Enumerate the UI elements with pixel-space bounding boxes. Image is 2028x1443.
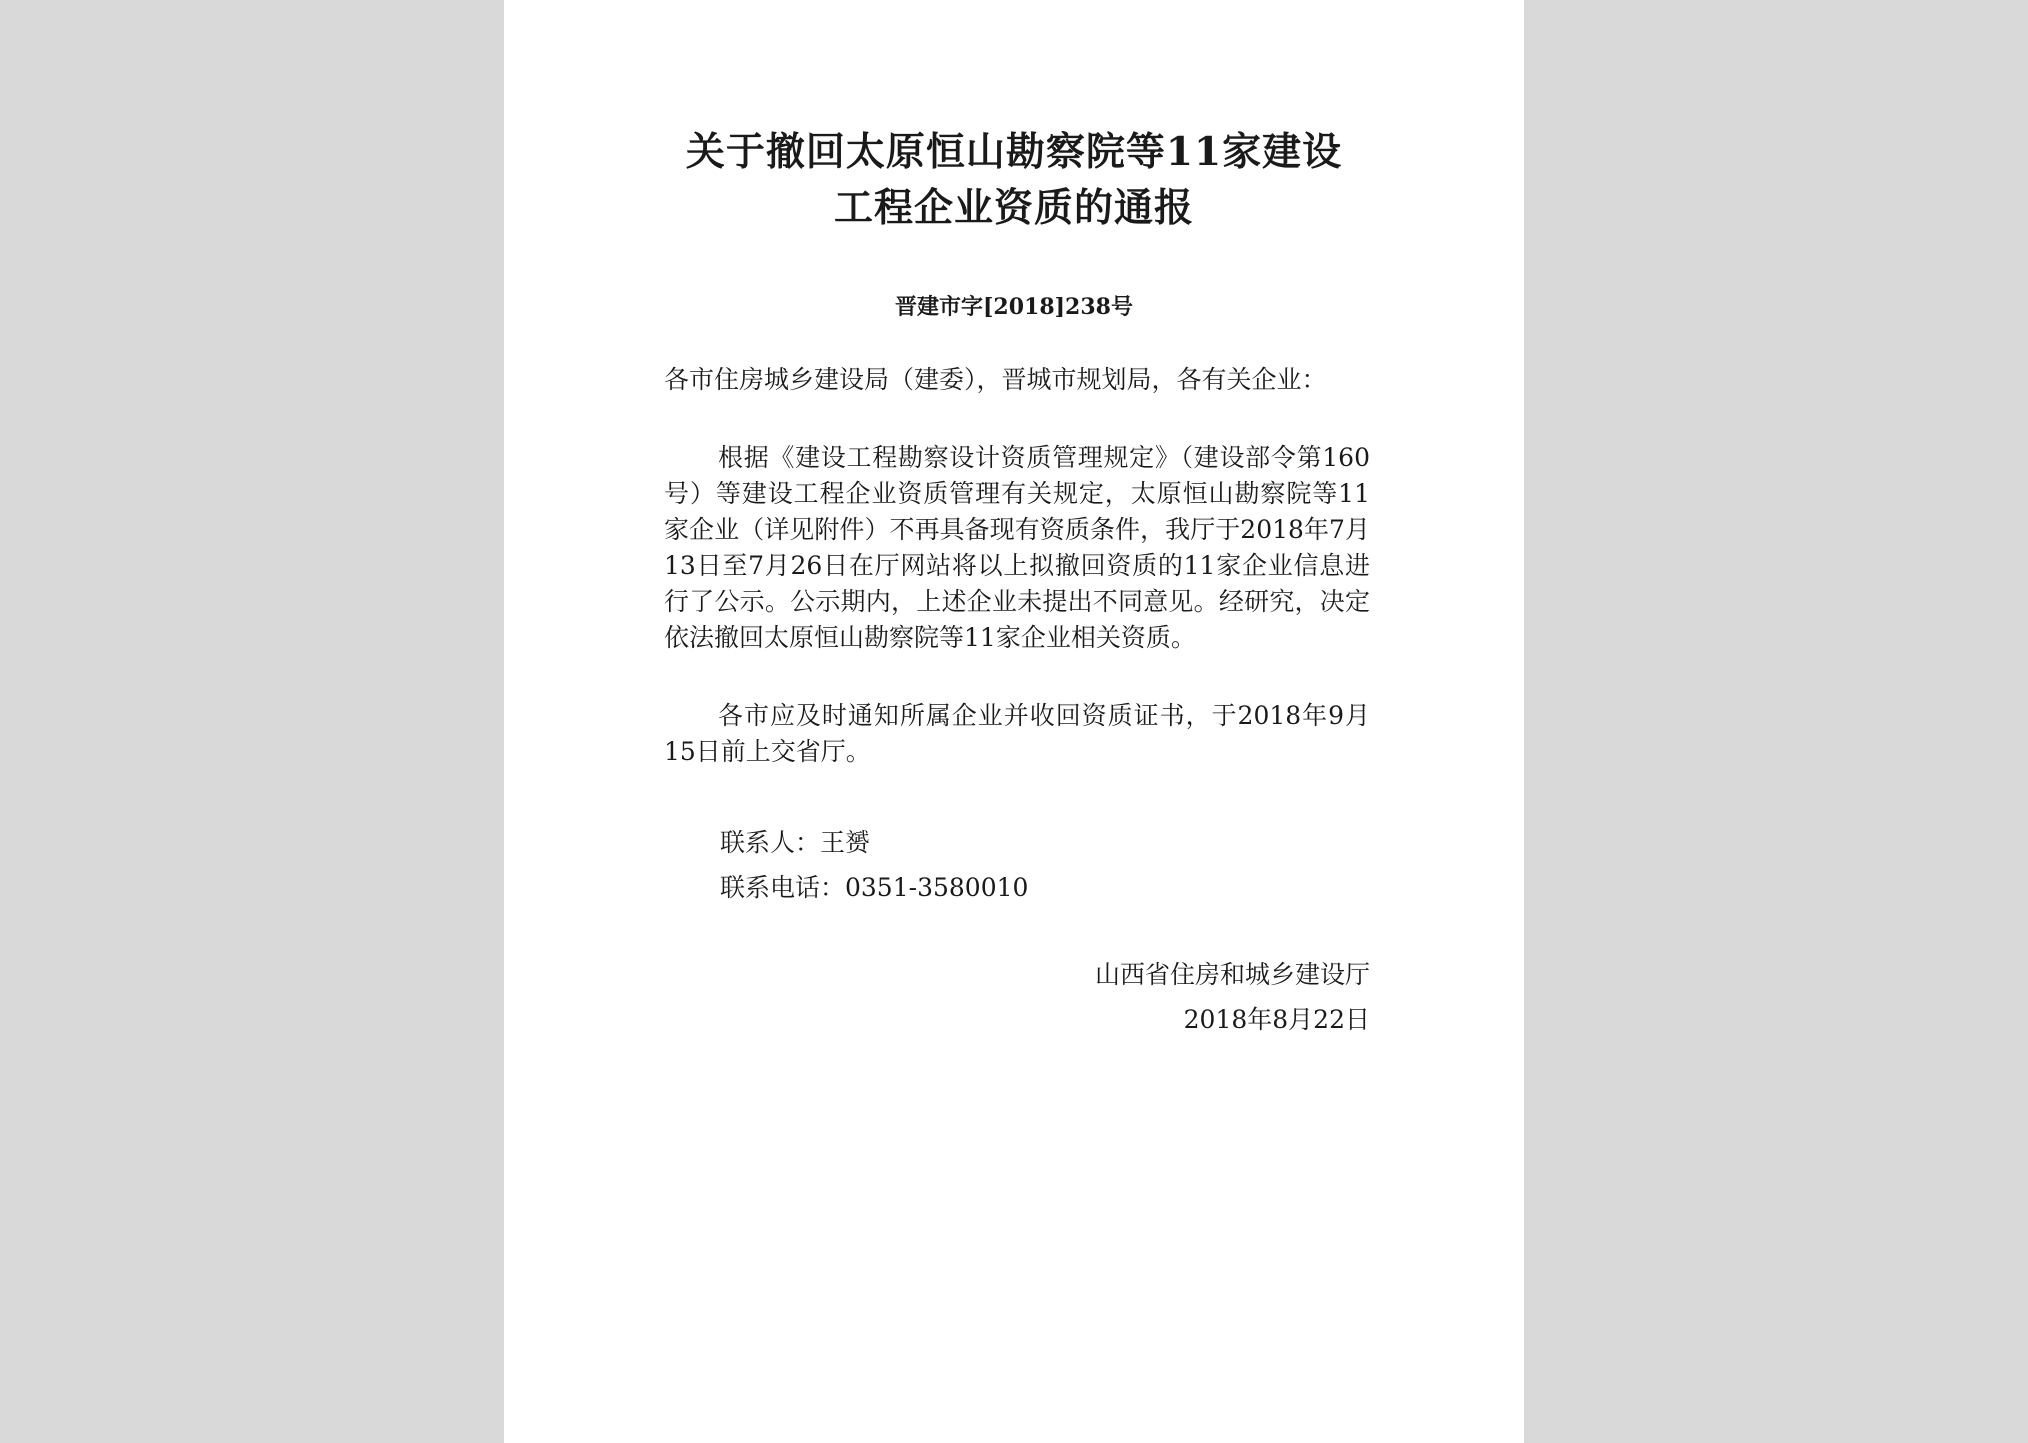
contact-person: 联系人：王赟 [720,828,871,857]
body-paragraph-2: 各市应及时通知所属企业并收回资质证书，于2018年9月15日前上交省厅。 [664,701,1370,766]
body-paragraph-1: 根据《建设工程勘察设计资质管理规定》（建设部令第160号）等建设工程企业资质管理有关规定，太原恒山勘察院等11家企业（详见附件）不再具备现有资质条件，我厅于2018年7月13日至7月26日在厅网站将以上拟撤回资质的11家企业信息进行了公示。公示期内，上述企业未提出不同意见。经研究，决定依法撤回太原恒山勘察院等11家企业相关资质。 [664,443,1370,652]
issuing-organization: 山西省住房和城乡建设厅 [1094,960,1370,989]
contact-phone: 联系电话：0351-3580010 [720,873,1029,902]
salutation: 各市住房城乡建设局（建委），晋城市规划局，各有关企业： [664,365,1327,394]
document-number: 晋建市字[2018]238号 [895,294,1133,320]
title-line-1: 关于撤回太原恒山勘察院等11家建设 [685,129,1343,175]
document-title [504,124,1524,236]
title-line-2: 工程企业资质的通报 [833,185,1194,231]
issue-date: 2018年8月22日 [1183,1005,1370,1034]
document-page [504,0,1524,1443]
